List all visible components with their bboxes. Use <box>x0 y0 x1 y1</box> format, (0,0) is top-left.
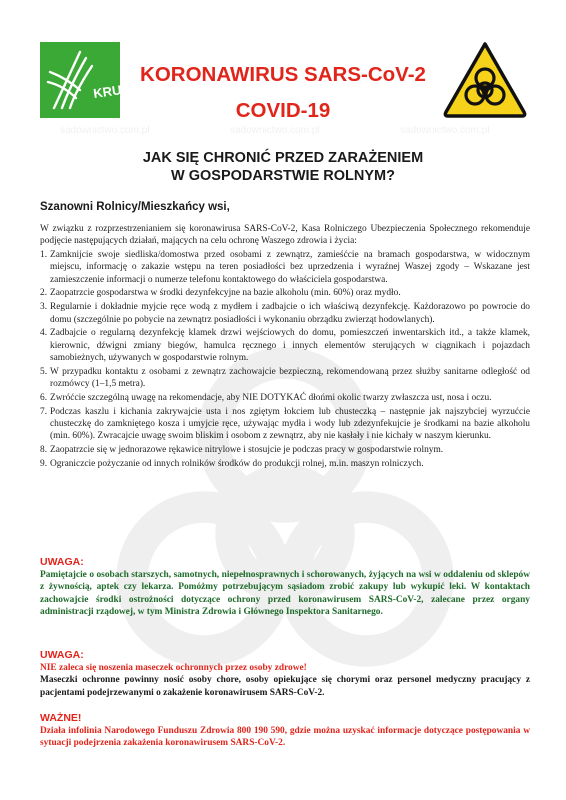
notice-masks <box>40 648 530 699</box>
heading-line: W GOSPODARSTWIE ROLNYM? <box>171 168 395 184</box>
notice-text: Maseczki ochronne powinny nosić osoby chore, osoby opiekujące się chorymi oraz personel medyczny pracujący z pacjentami podejrzewanymi o zakażenie koronawirusem SARS-CoV-2. <box>40 675 530 698</box>
list-item <box>40 249 530 286</box>
notice-warning: NIE zaleca się noszenia maseczek ochronnych przez osoby zdrowe! <box>40 663 307 673</box>
list-item <box>40 458 530 470</box>
list-text: Podczas kaszlu i kichania zakrywajcie usta i nos zgiętym łokciem lub chusteczką – następnie jak najszybciej wyrzućcie chusteczkę do zamkniętego kosza i umyjcie ręce, używając mydła i wody lub zdezynfekujcie je środkami na bazie alkoholu (min. 60%). Zwracajcie uwagę swoim bliskim i osobom z zewnątrz, aby nie kasłały i nie kichały w naszym kierunku. <box>50 406 530 442</box>
watermark-text: sadownictwo.com.pl <box>400 125 490 136</box>
poster-title: KORONAWIRUS SARS-CoV-2 <box>140 63 426 86</box>
list-number: 4. <box>40 328 48 339</box>
list-number: 1. <box>40 250 48 261</box>
heading-line: JAK SIĘ CHRONIĆ PRZED ZARAŻENIEM <box>142 150 424 166</box>
notice-text: Pamiętajcie o osobach starszych, samotnych, niepełnosprawnych i schorowanych, żyjących na wsi w oddaleniu od sklepów z żywnością, aptek czy lekarza. Pomóżmy potrzebującym sąsiadom zrobić zakupy lub wykupić leki. W kontaktach zachowajcie środki ostrożności dotyczące ochrony przed koronawirusem SARS-CoV-2, zalecane przez organy administracji rządowej, w tym Ministra Zdrowia i Głównego Inspektora Sanitarnego. <box>40 570 530 617</box>
steps-list <box>40 249 530 470</box>
list-number: 6. <box>40 392 48 403</box>
list-text: Zadbajcie o regularną dezynfekcję klamek drzwi wejściowych do domu, pomieszczeń inwentarskich itd., a także klamek, kierownic, dźwigni zmiany biegów, hamulca ręcznego i innych elementów sterujących w ciągnikach i pojazdach samobieżnych, używanych w gospodarstwie rolnym. <box>50 328 530 363</box>
list-text: Ograniczcie pożyczanie od innych rolników środków do produkcji rolnej, m.in. maszyn rolniczych. <box>50 458 424 469</box>
greeting: Szanowni Rolnicy/Mieszkańcy wsi, <box>40 201 230 213</box>
list-text: W przypadku kontaktu z osobami z zewnątrz zachowajcie bezpieczną, rekomendowaną przez służby sanitarne odległość od rozmówcy (1–1,5 metra). <box>50 366 530 390</box>
list-text: Zaopatrzcie się w jednorazowe rękawice nitrylowe i stosujcie je podczas pracy w gospodarstwie rolnym. <box>50 445 444 456</box>
poster-subtitle: COVID-19 <box>235 99 331 122</box>
list-number: 5. <box>40 366 48 377</box>
krus-logo-icon <box>40 42 131 118</box>
logo-text: KRUS <box>92 80 131 101</box>
notice-heading: WAŻNE! <box>40 712 82 724</box>
list-number: 3. <box>40 302 48 313</box>
list-item <box>40 444 530 456</box>
notice-hotline <box>40 711 530 750</box>
biohazard-warning-icon <box>442 40 528 118</box>
list-number: 2. <box>40 288 48 299</box>
notice-heading: UWAGA: <box>40 556 84 568</box>
watermark-text: sadownictwo.com.pl <box>230 125 320 136</box>
list-item <box>40 406 530 443</box>
list-number: 9. <box>40 458 48 469</box>
list-item <box>40 366 530 391</box>
list-text: Zaopatrzcie gospodarstwa w środki dezynfekcyjne na bazie alkoholu (min. 60%) oraz mydło. <box>50 288 401 299</box>
notice-text: Działa infolinia Narodowego Funduszu Zdrowia 800 190 590, gdzie można uzyskać informacje dotyczące postępowania w sytuacji podejrzenia zakażenia koronawirusem SARS-CoV-2. <box>40 726 530 749</box>
main-heading <box>60 149 506 185</box>
list-text: Zwróćcie szczególną uwagę na rekomendacje, aby NIE DOTYKAĆ dłońmi okolic twarzy zwłaszcza ust, nosa i oczu. <box>50 392 492 403</box>
body-text <box>40 223 530 470</box>
notice-heading: UWAGA: <box>40 649 84 661</box>
list-text: Zamknijcie swoje siedliska/domostwa przed osobami z zewnątrz, zamieśćcie na bramach gospodarstwa, w widocznym miejscu, informację o zakazie wstępu na teren posiadłości bez uprzedzenia i wyraźnej Waszej zgody – Wskazane jest zamieszczenie informacji o numerze telefonu kontaktowego do właściciela gospodarstwa. <box>50 250 530 285</box>
intro-paragraph: W związku z rozprzestrzenianiem się koronawirusa SARS-CoV-2, Kasa Rolniczego Ubezpieczenia Społecznego rekomenduje podjęcie następujących działań, mających na celu ochronę Waszego zdrowia i życia: <box>40 224 530 247</box>
watermark-text: sadownictwo.com.pl <box>60 125 150 136</box>
list-item <box>40 392 530 404</box>
notice-elderly <box>40 555 530 618</box>
krus-logo <box>40 42 131 118</box>
list-item <box>40 301 530 326</box>
list-item <box>40 327 530 364</box>
list-number: 7. <box>40 406 48 417</box>
list-item <box>40 287 530 299</box>
list-text: Regularnie i dokładnie myjcie ręce wodą z mydłem i zadbajcie o ich właściwą dezynfekcję. Każdorazowo po powrocie do domu (szczególnie po pobycie na zewnątrz posiadłości i wykonaniu obrządku zwierząt hodowlanych). <box>50 302 530 325</box>
list-number: 8. <box>40 445 48 456</box>
